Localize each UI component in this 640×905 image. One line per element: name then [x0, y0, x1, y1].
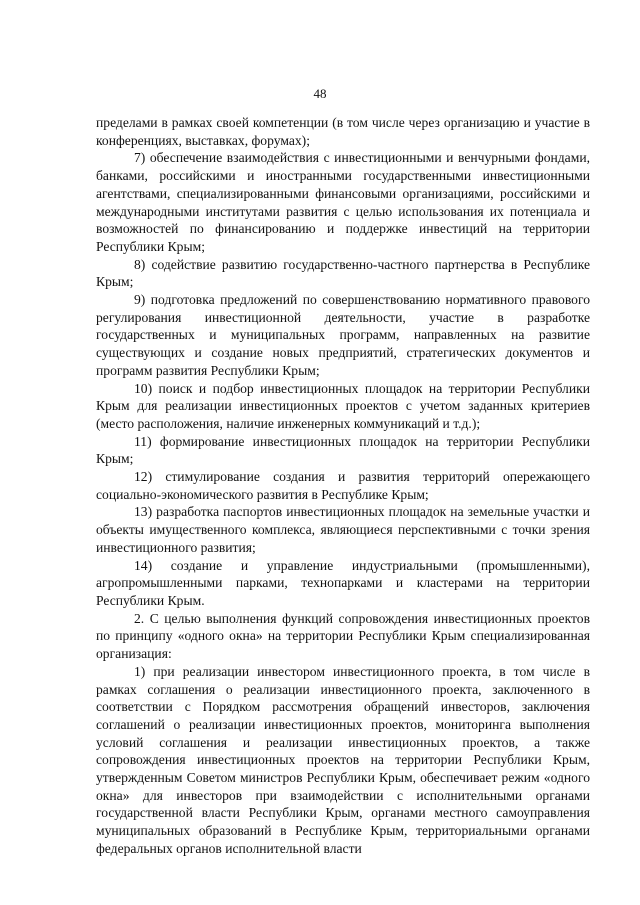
document-body: [96, 114, 590, 858]
paragraph-continuation: пределами в рамках своей компетенции (в том числе через организацию и участие в конференциях, выставках, форумах);: [96, 115, 590, 148]
paragraph-item-10: 10) поиск и подбор инвестиционных площадок на территории Республики Крым для реализации инвестиционных проектов с учетом заданных критериев (место расположения, наличие инженерных коммуникаций и т.д.);: [96, 380, 590, 431]
paragraph-section-2-item-1: 1) при реализации инвестором инвестиционного проекта, в том числе в рамках соглашения о реализации инвестиционного проекта, заключенного в соответствии с Порядком рассмотрения обращений инвесторов, заключения соглашений о реализации инвестиционных проектов, мониторинга выполнения условий соглашения и реализации инвестиционных проектов, а также сопровождения инвестиционных проектов на территории Республики Крым, утвержденным Советом министров Республики Крым, обеспечивает режим «одного окна» для инвесторов при взаимодействии с исполнительными органами государственной власти Республики Крым, органами местного самоуправления муниципальных образований в Республике Крым, территориальными органами федеральных органов исполнительной власти: [96, 663, 590, 856]
page-number: 48: [313, 86, 327, 101]
paragraph-item-7: 7) обеспечение взаимодействия с инвестиционными и венчурными фондами, банками, российскими и иностранными государственными инвестиционными агентствами, специализированными финансовыми организациями, российскими и международными институтами развития с целью использования их потенциала и возможностей по финансированию и поддержке инвестиций на территории Республики Крым;: [96, 150, 590, 254]
paragraph-item-11: 11) формирование инвестиционных площадок на территории Республики Крым;: [96, 433, 590, 467]
paragraph-item-13: 13) разработка паспортов инвестиционных площадок на земельные участки и объекты имущественного комплекса, являющиеся перспективными с точки зрения инвестиционного развития;: [96, 504, 590, 555]
paragraph-section-2: 2. С целью выполнения функций сопровождения инвестиционных проектов по принципу «одного окна» на территории Республики Крым специализированная организация:: [96, 610, 590, 662]
paragraph-item-9: 9) подготовка предложений по совершенствованию нормативного правового регулирования инвестиционной деятельности, участие в разработке государственных и муниципальных программ, направленных на развитие существующих и создание новых предприятий, стратегических документов и программ развития Республики Крым;: [96, 292, 590, 378]
paragraph-item-12: 12) стимулирование создания и развития территорий опережающего социально-экономического развития в Республике Крым;: [96, 469, 590, 502]
paragraph-item-8: 8) содействие развитию государственно-частного партнерства в Республике Крым;: [96, 256, 590, 290]
paragraph-item-14: 14) создание и управление индустриальными (промышленными), агропромышленными парками, технопарками и кластерами на территории Республики Крым.: [96, 557, 590, 608]
